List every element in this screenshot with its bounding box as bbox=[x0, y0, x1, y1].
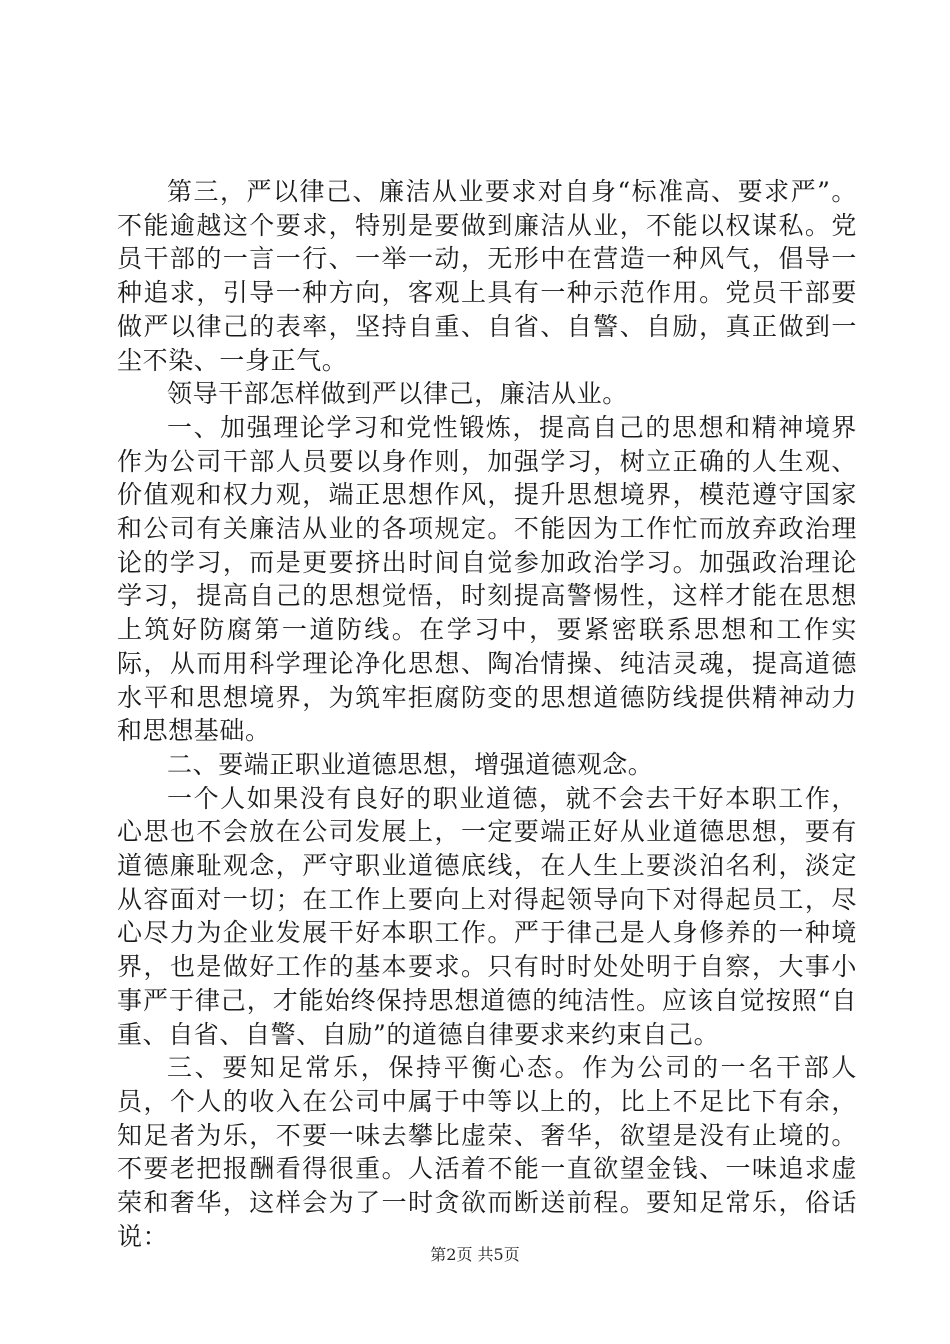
document-body bbox=[117, 175, 857, 1254]
paragraph-leaders-question: 领导干部怎样做到严以律己，廉洁从业。 bbox=[167, 379, 628, 409]
paragraph-point-three: 三、要知足常乐，保持平衡心态。作为公司的一名干部人员，个人的收入在公司中属于中等以上的，比上不足比下有余，知足者为乐，不要一味去攀比虚荣、奢华，欲望是没有止境的。不要老把报酬看得很重。人活着不能一直欲望金钱、一味追求虚荣和奢华，这样会为了一时贪欲而断送前程。要知足常乐，俗话说： bbox=[117, 1053, 857, 1251]
paragraph-point-two-heading: 二、要端正职业道德思想，增强道德观念。 bbox=[167, 749, 654, 779]
paragraph-self-discipline: 第三，严以律己、廉洁从业要求对自身“标准高、要求严”。不能逾越这个要求，特别是要做到廉洁从业，不能以权谋私。党员干部的一言一行、一举一动，无形中在营造一种风气，倡导一种追求，引导一种方向，客观上具有一种示范作用。党员干部要做严以律己的表率，坚持自重、自省、自警、自励，真正做到一尘不染、一身正气。 bbox=[117, 177, 857, 375]
paragraph-professional-ethics: 一个人如果没有良好的职业道德，就不会去干好本职工作，心思也不会放在公司发展上，一定要端正好从业道德思想，要有道德廉耻观念，严守职业道德底线，在人生上要淡泊名利，淡定从容面对一切；在工作上要向上对得起领导向下对得起员工，尽心尽力为企业发展干好本职工作。严于律己是人身修养的一种境界，也是做好工作的基本要求。只有时时处处明于自察，大事小事严于律己，才能始终保持思想道德的纯洁性。应该自觉按照“自重、自省、自警、自励”的道德自律要求来约束自己。 bbox=[117, 783, 857, 1049]
paragraph-point-one: 一、加强理论学习和党性锻炼，提高自己的思想和精神境界作为公司干部人员要以身作则，加强学习，树立正确的人生观、价值观和权力观，端正思想作风，提升思想境界，模范遵守国家和公司有关廉洁从业的各项规定。不能因为工作忙而放弃政治理论的学习，而是更要挤出时间自觉参加政治学习。加强政治理论学习，提高自己的思想觉悟，时刻提高警惕性，这样才能在思想上筑好防腐第一道防线。在学习中，要紧密联系思想和工作实际，从而用科学理论净化思想、陶冶情操、纯洁灵魂，提高道德水平和思想境界，为筑牢拒腐防变的思想道德防线提供精神动力和思想基础。 bbox=[117, 412, 857, 746]
page-number-footer: 第2页 共5页 bbox=[430, 1245, 520, 1264]
